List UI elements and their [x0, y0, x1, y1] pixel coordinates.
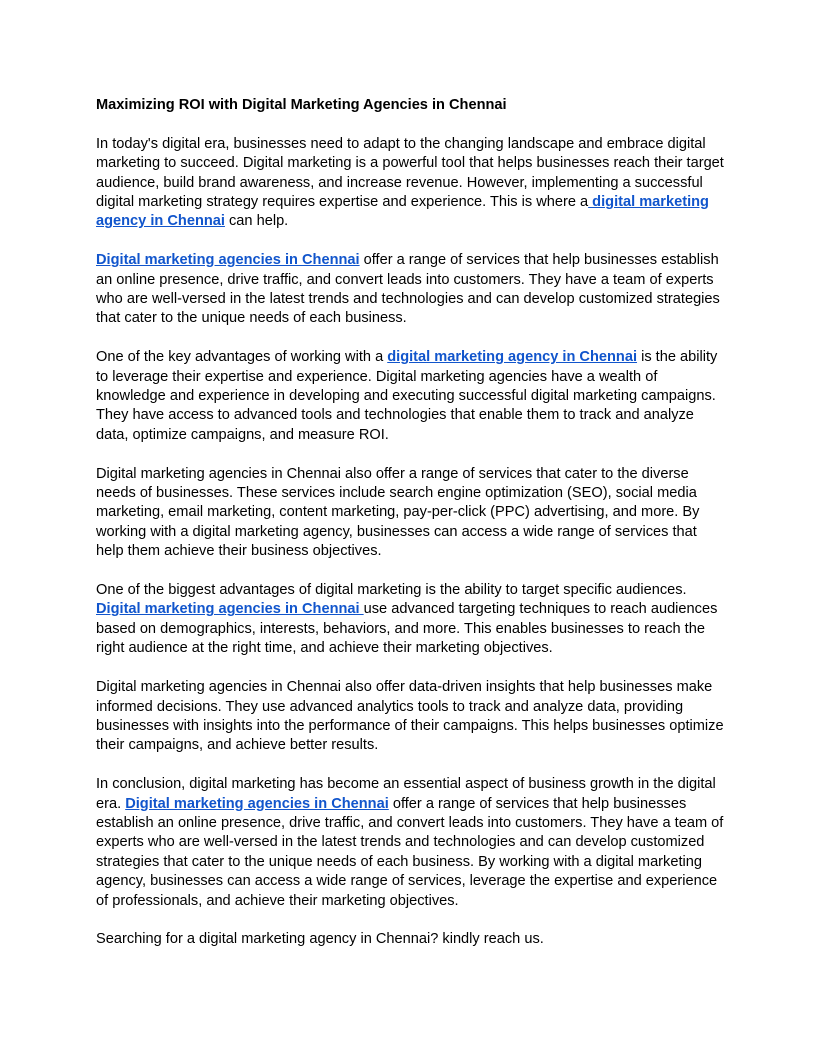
paragraph-text: offer a range of services that help businesses establish an online presence, drive traffic, and convert leads into customers. They have a team of experts who are well-versed in the latest trends and technologies and can develop customized strategies that cater to the unique needs of each business. By working with a digital marketing agency, businesses can access a wide range of services, leverage the expertise and experience of professionals, and achieve their marketing objectives. [96, 795, 724, 909]
agencies-link[interactable]: Digital marketing agencies in Chennai [96, 601, 364, 618]
agencies-link[interactable]: Digital marketing agencies in Chennai [96, 252, 360, 269]
paragraph-text: One of the biggest advantages of digital marketing is the ability to target specific audiences. [96, 582, 687, 599]
paragraph-intro [96, 135, 726, 232]
document-body [96, 96, 726, 969]
paragraph-services [96, 251, 726, 329]
agencies-link[interactable]: Digital marketing agencies in Chennai [125, 795, 389, 812]
paragraph-text: is the ability to leverage their expertise and experience. Digital marketing agencies have a wealth of knowledge and experience in developing and executing successful digital marketing campaigns. They have access to advanced tools and technologies that enable them to track and analyze data, optimize campaigns, and measure ROI. [96, 349, 718, 443]
paragraph-conclusion [96, 775, 726, 911]
paragraph-text: One of the key advantages of working with a [96, 349, 388, 366]
paragraph-text: can help. [224, 213, 289, 230]
document-title: Maximizing ROI with Digital Marketing Agencies in Chennai [96, 97, 507, 113]
paragraph-insights: Digital marketing agencies in Chennai also offer data-driven insights that help businesses make informed decisions. They use advanced analytics tools to track and analyze data, providing businesses with insights into the performance of their campaigns. This helps businesses optimize their campaigns, and achieve better results. [96, 679, 724, 754]
agency-link[interactable]: digital marketing agency in Chennai [387, 349, 638, 366]
paragraph-text: offer a range of services that help businesses establish an online presence, drive traffic, and convert leads into customers. They have a team of experts who are well-versed in the latest trends and technologies and can develop customized strategies that cater to the unique needs of each business. [96, 252, 720, 327]
paragraph-text: use advanced targeting techniques to reach audiences based on demographics, interests, behaviors, and more. This enables businesses to reach the right audience at the right time, and achieve their marketing objectives. [96, 601, 718, 657]
paragraph-targeting [96, 581, 726, 659]
paragraph-advantages [96, 348, 726, 445]
paragraph-text: In today's digital era, businesses need to adapt to the changing landscape and embrace digital marketing to succeed. Digital marketing is a powerful tool that helps businesses reach their target audience, build brand awareness, and increase revenue. However, implementing a successful digital marketing strategy requires expertise and experience. This is where a [96, 135, 724, 211]
paragraph-diverse-services: Digital marketing agencies in Chennai also offer a range of services that cater to the diverse needs of businesses. These services include search engine optimization (SEO), social media marketing, email marketing, content marketing, pay-per-click (PPC) advertising, and more. By working with a digital marketing agency, businesses can access a wide range of services that help them achieve their business objectives. [96, 465, 700, 560]
paragraph-contact: Searching for a digital marketing agency in Chennai? kindly reach us. [96, 931, 544, 948]
paragraph-text: In conclusion, digital marketing has become an essential aspect of business growth in the digital era. [96, 776, 716, 812]
agency-link[interactable]: digital marketing agency in Chennai [96, 194, 709, 230]
